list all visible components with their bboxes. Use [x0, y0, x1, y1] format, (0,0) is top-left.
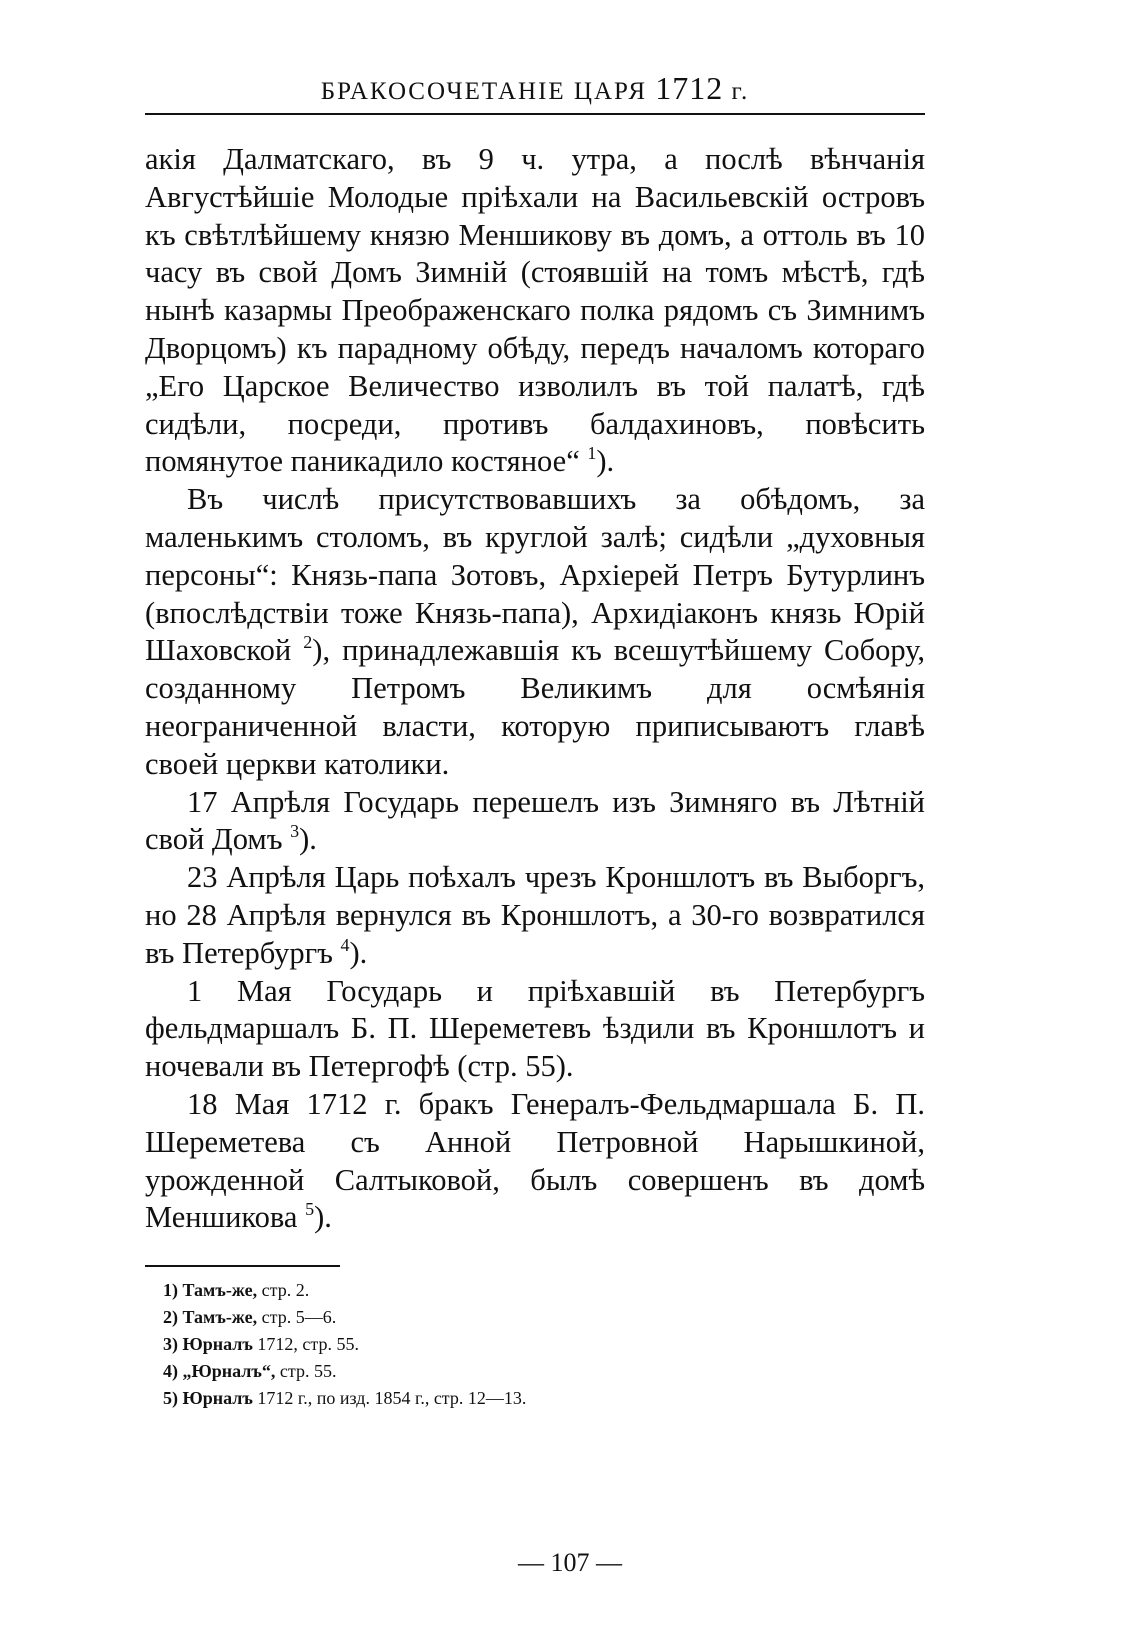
- body-text: [145, 141, 925, 1237]
- footnote-ref: 2: [303, 632, 313, 653]
- paragraph: акія Далматскаго, въ 9 ч. утра, а послѣ вѣнчанія Августѣйшіе Молодые пріѣхали на Васильевскій островъ къ свѣтлѣйшему князю Меншикову въ домъ, а оттоль въ 10 часу въ свой Домъ Зимній (стоявшій на томъ мѣстѣ, гдѣ нынѣ казармы Преображенскаго полка рядомъ съ Зимнимъ Дворцомъ) къ парадному обѣду, передъ началомъ котораго „Его Царское Величество изволилъ въ той палатѣ, гдѣ сидѣли, посреди, противъ балдахиновъ, повѣсить помянутое паникадило костяное“ $^1$).: [145, 142, 925, 479]
- footnotes: [145, 1277, 925, 1412]
- footnote-ref: 5: [305, 1199, 315, 1220]
- footnote-ref: 4: [340, 934, 350, 955]
- paragraph: 17 Апрѣля Государь перешелъ изъ Зимняго въ Лѣтній свой Домъ $^3$).: [145, 784, 925, 857]
- footnote: 1) Тамъ-же, стр. 2.: [163, 1280, 310, 1301]
- running-head: [145, 70, 925, 115]
- page: [145, 70, 925, 1412]
- paragraph: 18 Мая 1712 г. бракъ Генералъ-Фельдмаршала Б. П. Шереметева съ Анной Петровной Нарышкиной, урожденной Салтыковой, былъ совершенъ въ домѣ Меншикова $^5$).: [145, 1086, 925, 1235]
- footnote-divider: [145, 1265, 340, 1267]
- running-head-suffix: г.: [731, 78, 750, 105]
- page-number: — 107 —: [518, 1548, 622, 1577]
- footnote-ref: 3: [290, 821, 300, 842]
- footnote: 2) Тамъ-же, стр. 5—6.: [163, 1307, 337, 1328]
- paragraph: Въ числѣ присутствовавшихъ за обѣдомъ, за маленькимъ столомъ, въ круглой залѣ; сидѣли „духовныя персоны“: Князь-папа Зотовъ, Архіерей Петръ Бутурлинъ (впослѣдствіи тоже Князь-папа), Архидіаконъ князь Юрій Шаховской $^2$), принадлежавшія къ всешутѣйшему Собору, созданному Петромъ Великимъ для осмѣянія неограниченной власти, которую приписываютъ главѣ своей церкви католики.: [145, 482, 926, 781]
- footnote: 5) Юрналъ 1712 г., по изд. 1854 г., стр. 12—13.: [163, 1388, 527, 1409]
- running-head-title: БРАКОСОЧЕТАНІЕ ЦАРЯ: [320, 78, 648, 105]
- paragraph: 1 Мая Государь и пріѣхавшій въ Петербургъ фельдмаршалъ Б. П. Шереметевъ ѣздили въ Кроншлотъ и ночевали въ Петергофѣ (стр. 55).: [145, 973, 925, 1084]
- footnote: 3) Юрналъ 1712, стр. 55.: [163, 1334, 359, 1355]
- paragraph: 23 Апрѣля Царь поѣхалъ чрезъ Кроншлотъ въ Выборгъ, но 28 Апрѣля вернулся въ Кроншлотъ, а 30-го возвратился въ Петербургъ $^4$).: [145, 860, 925, 970]
- running-head-year: 1712: [655, 70, 724, 106]
- footnote-ref: 1: [587, 443, 597, 464]
- footnote: 4) „Юрналъ“, стр. 55.: [163, 1361, 337, 1382]
